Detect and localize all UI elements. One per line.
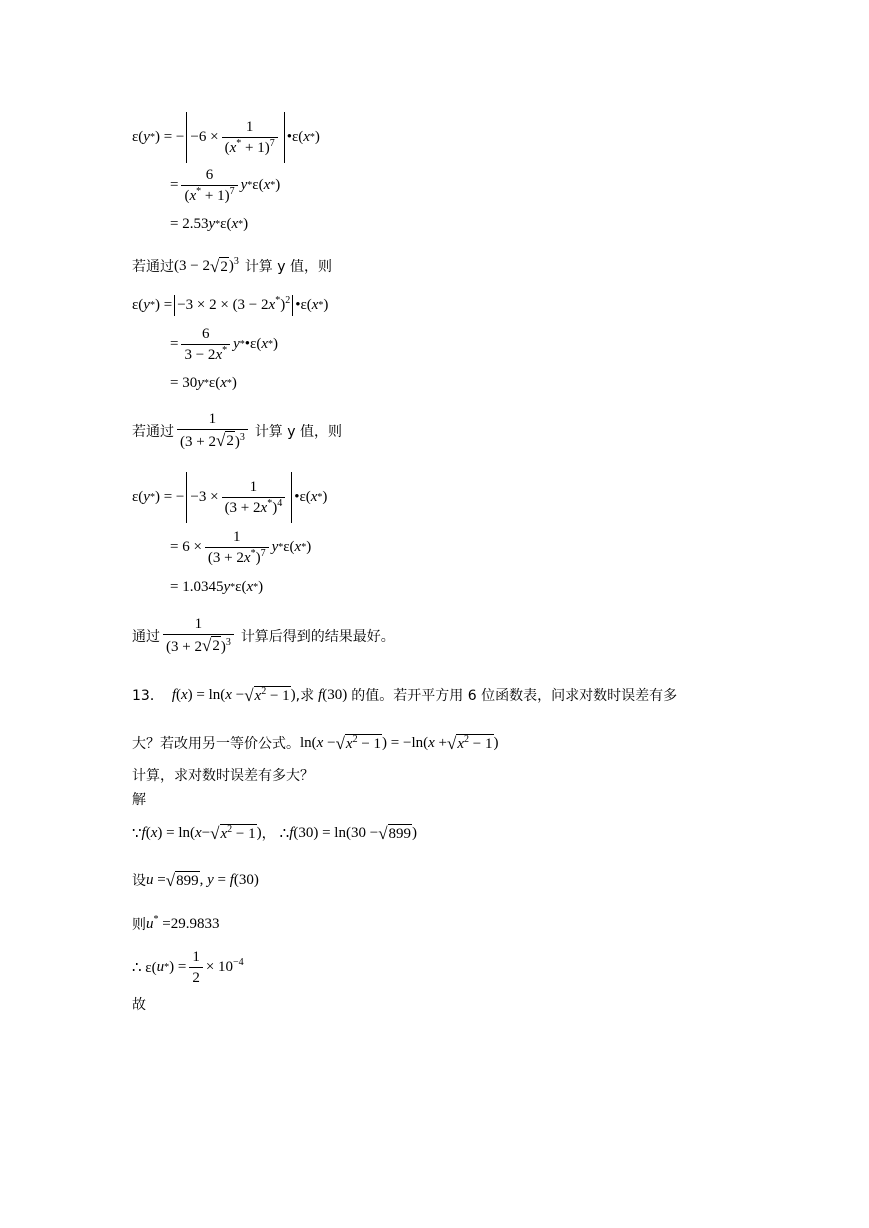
text-line-4: 若通过 (3 − 2 √ 2 )$^3$ 计算 y 值，则 xyxy=(132,255,332,276)
question-13-line-2: 大？若改用另一等价公式。 ln(x − √ $x^2 - 1$ ) = −ln(x + √ $x^2 - 1$ ) xyxy=(132,733,499,753)
eq-line-2: = $\frac{6}{(x^* + 1)^7}$ y * ε( x * ) xyxy=(170,167,281,204)
eq-line-3: = 2.53 y * ε( x * ) xyxy=(170,216,249,232)
hence-label: 故 xyxy=(132,997,146,1013)
eq-line-5: ε( y * ) = $-3 \times 2 \times (3 - 2x^*)^2$ •ε( x * ) xyxy=(132,295,328,316)
eq-line-10: = 6 × $\frac{1}{(3 + 2x^*)^7}$ y * ε( x * ) xyxy=(170,529,312,566)
because-line: ∵ f ( x ) = ln( x − √ $x^2 - 1$ ) ， ∴ f (30) = ln(30 − √ 899 ) xyxy=(132,823,418,843)
question-13-line-3: 计算，求对数时误差有多大？ xyxy=(132,768,314,784)
eq-line-9: ε( y * ) = − −3 × $\frac{1}{(3 + 2x^*)^4}$ •ε( x * ) xyxy=(132,472,327,523)
question-13-line-1: 13． f(x) = ln(x − √ $x^2 - 1$ ) ,求 f(30) 的值。若开平方用 6 位函数表，问求对数时误差有多 xyxy=(132,685,678,705)
therefore-line: ∴ ε( u * ) = $\frac{1}{2}$ × $10^{-4}$ xyxy=(132,949,244,986)
eq-line-6: = $\frac{6}{3 - 2x^*}$ y * •ε( x * ) xyxy=(170,326,278,363)
text-line-12: 通过 1 (3 + 2 √ 2 )$^3$ 计算后得到的结果最好。 xyxy=(132,616,395,655)
text-line-8: 若通过 1 (3 + 2 √ 2 )$^3$ 计算 y 值，则 xyxy=(132,411,342,450)
eq-line-1: ε( y * ) = − −6 × $\frac{1}{(x^* + 1)^7}$ •ε( x * ) xyxy=(132,112,320,163)
solution-label: 解 xyxy=(132,792,146,808)
eq-line-11: = 1.0345 y * ε( x * ) xyxy=(170,579,264,595)
then-line: 则 u* = 29.9833 xyxy=(132,913,220,933)
set-line: 设 u = √ 899 , y = f(30) xyxy=(132,870,259,890)
eq-line-7: = 30 y * ε( x * ) xyxy=(170,375,237,391)
